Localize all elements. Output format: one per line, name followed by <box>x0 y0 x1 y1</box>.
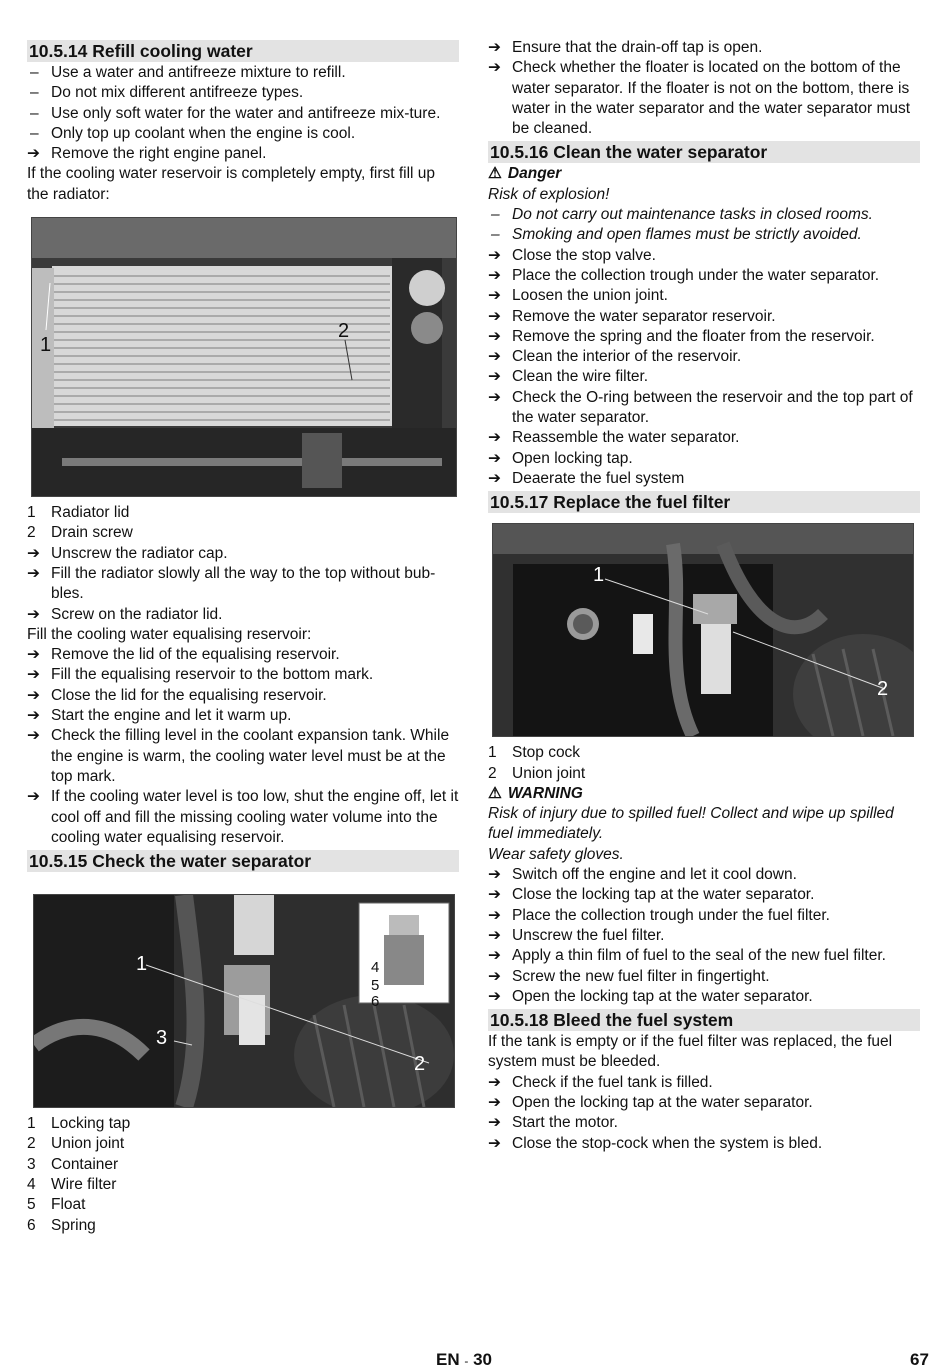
dash-item: – Use only soft water for the water and antifreeze mix-ture. <box>30 104 441 122</box>
arrow-icon: ➔ <box>27 707 40 725</box>
step-item: ➔ Open the locking tap at the water separator. <box>488 1093 920 1113</box>
figure-label: 2 <box>877 678 889 701</box>
figure-label: 2 <box>414 1053 426 1076</box>
warning-triangle-icon: ⚠ <box>488 784 502 802</box>
arrow-icon: ➔ <box>27 544 40 562</box>
arrow-icon: ➔ <box>488 59 501 77</box>
paragraph: If the tank is empty or if the fuel filter was replaced, the fuel system must be bleeded. <box>488 1033 893 1071</box>
heading-bleed-fuel-system: 10.5.18 Bleed the fuel system <box>488 1009 920 1031</box>
step-item: ➔ Check the filling level in the coolant expansion tank. While the engine is warm, the cooling water level must be at the top mark. <box>27 727 450 785</box>
paragraph: Fill the cooling water equalising reservoir: <box>27 625 312 643</box>
step-item: ➔ Remove the water separator reservoir. <box>488 307 920 327</box>
figure-label: 3 <box>156 1027 168 1050</box>
figure-label: 2 <box>338 320 350 343</box>
heading-refill-cooling-water: 10.5.14 Refill cooling water <box>27 40 459 62</box>
arrow-icon: ➔ <box>488 1093 501 1111</box>
paragraph: If the cooling water reservoir is completely empty, first fill up the radiator: <box>27 165 436 203</box>
arrow-icon: ➔ <box>488 1073 501 1091</box>
warning-text: Risk of injury due to spilled fuel! Collect and wipe up spilled fuel immediately. <box>488 805 894 843</box>
arrow-icon: ➔ <box>488 368 501 386</box>
heading-clean-water-separator: 10.5.16 Clean the water separator <box>488 141 920 163</box>
arrow-icon: ➔ <box>488 1134 501 1152</box>
step-item: ➔ Reassemble the water separator. <box>488 428 920 448</box>
dash-item: – Do not mix different antifreeze types. <box>30 84 304 102</box>
arrow-icon: ➔ <box>27 666 40 684</box>
legend-item: 5 Float <box>27 1196 86 1214</box>
arrow-icon: ➔ <box>488 449 501 467</box>
dash-item: – Do not carry out maintenance tasks in closed rooms. <box>491 206 873 224</box>
arrow-icon: ➔ <box>27 564 40 582</box>
arrow-icon: ➔ <box>27 646 40 664</box>
step-item: ➔ Remove the spring and the floater from the reservoir. <box>488 327 920 347</box>
left-column <box>27 38 459 1236</box>
arrow-icon: ➔ <box>27 605 40 623</box>
arrow-icon: ➔ <box>488 1114 501 1132</box>
legend-item: 6 Spring <box>27 1216 96 1234</box>
legend-item: 2 Union joint <box>27 1135 125 1153</box>
footer-separator: - <box>464 1354 469 1368</box>
arrow-icon: ➔ <box>488 886 501 904</box>
radiator-photo <box>31 217 457 497</box>
step-item: ➔ Loosen the union joint. <box>488 286 920 306</box>
step-item: ➔ Switch off the engine and let it cool down. <box>488 865 920 885</box>
arrow-icon: ➔ <box>27 788 40 806</box>
warning-triangle-icon: ⚠ <box>488 165 502 183</box>
danger-title: ⚠ Danger <box>488 165 562 183</box>
step-item: ➔ Place the collection trough under the water separator. <box>488 266 920 286</box>
arrow-icon: ➔ <box>488 39 501 56</box>
step-item: ➔ Open locking tap. <box>488 449 920 469</box>
arrow-icon: ➔ <box>488 926 501 944</box>
arrow-icon: ➔ <box>488 327 501 345</box>
step-item: ➔ Remove the lid of the equalising reservoir. <box>27 645 459 665</box>
step-item: ➔ Close the locking tap at the water separator. <box>488 885 920 905</box>
right-column <box>488 38 920 1154</box>
step-item: ➔ Fill the equalising reservoir to the bottom mark. <box>27 665 459 685</box>
step-item: ➔ Start the engine and let it warm up. <box>27 706 459 726</box>
step-item: ➔ Unscrew the fuel filter. <box>488 926 920 946</box>
figure-label: 1 <box>136 953 148 976</box>
arrow-icon: ➔ <box>488 307 501 325</box>
legend-item: 1 Radiator lid <box>27 504 130 522</box>
step-item: ➔ Close the stop-cock when the system is bled. <box>488 1134 920 1154</box>
dash-item: – Only top up coolant when the engine is cool. <box>30 124 356 142</box>
legend-item: 2 Union joint <box>488 764 586 782</box>
step-item: ➔ Place the collection trough under the fuel filter. <box>488 906 920 926</box>
step-item: ➔ Check the O-ring between the reservoir and the top part of the water separator. <box>488 388 913 427</box>
danger-subtitle: Risk of explosion! <box>488 185 610 203</box>
step-item: ➔ Open the locking tap at the water separator. <box>488 987 920 1007</box>
step-item: ➔ If the cooling water level is too low, shut the engine off, let it cool off and fill the missing cooling water volume into the cooling water equalising reservoir. <box>27 788 459 846</box>
step-item: ➔ Clean the wire filter. <box>488 367 920 387</box>
step-item: ➔ Deaerate the fuel system <box>488 469 920 489</box>
footer-lang-page <box>436 1350 492 1370</box>
figure-label: 1 <box>40 334 52 357</box>
arrow-icon: ➔ <box>488 947 501 965</box>
step-item: ➔ Check whether the floater is located on the bottom of the water separator. If the floater is not on the bottom, there is water in the water separator and the water separator must be cleaned. <box>488 59 911 138</box>
legend-item: 4 Wire filter <box>27 1176 117 1194</box>
arrow-icon: ➔ <box>27 145 40 163</box>
arrow-icon: ➔ <box>488 388 501 406</box>
arrow-icon: ➔ <box>488 906 501 924</box>
step-item: ➔ Apply a thin film of fuel to the seal of the new fuel filter. <box>488 946 920 966</box>
heading-check-water-separator: 10.5.15 Check the water separator <box>27 850 459 872</box>
figure-label: 5 <box>371 977 380 995</box>
legend-item: 2 Drain screw <box>27 524 133 542</box>
step-item: ➔ Remove the right engine panel. <box>27 144 459 164</box>
arrow-icon: ➔ <box>488 287 501 305</box>
arrow-icon: ➔ <box>488 866 501 884</box>
step-item: ➔ Close the stop valve. <box>488 246 920 266</box>
arrow-icon: ➔ <box>488 967 501 985</box>
step-item: ➔ Check if the fuel tank is filled. <box>488 1073 920 1093</box>
legend-item: 1 Stop cock <box>488 744 581 762</box>
footer-section-page: 30 <box>473 1350 493 1369</box>
arrow-icon: ➔ <box>488 246 501 264</box>
water-separator-photo <box>33 894 455 1108</box>
arrow-icon: ➔ <box>488 348 501 366</box>
step-item: ➔ Screw the new fuel filter in fingertight. <box>488 967 920 987</box>
figure-label: 6 <box>371 993 380 1011</box>
step-item: ➔ Unscrew the radiator cap. <box>27 544 459 564</box>
dash-item: – Smoking and open flames must be strictly avoided. <box>491 226 862 244</box>
fuel-filter-photo <box>492 523 914 737</box>
arrow-icon: ➔ <box>27 727 40 745</box>
step-item: ➔ Clean the interior of the reservoir. <box>488 347 920 367</box>
step-item: ➔ Close the lid for the equalising reservoir. <box>27 686 459 706</box>
heading-replace-fuel-filter: 10.5.17 Replace the fuel filter <box>488 491 920 513</box>
footer-language: EN <box>436 1350 460 1369</box>
warning-gloves: Wear safety gloves. <box>488 845 624 863</box>
arrow-icon: ➔ <box>488 429 501 447</box>
arrow-icon: ➔ <box>488 469 501 487</box>
arrow-icon: ➔ <box>488 266 501 284</box>
step-item: ➔ Screw on the radiator lid. <box>27 605 459 625</box>
legend-item: 1 Locking tap <box>27 1115 131 1133</box>
legend-item: 3 Container <box>27 1155 119 1173</box>
page-number: 67 <box>910 1350 929 1369</box>
figure-label: 1 <box>593 564 605 587</box>
step-item: ➔ Ensure that the drain-off tap is open. <box>488 38 920 58</box>
arrow-icon: ➔ <box>488 987 501 1005</box>
figure-label: 4 <box>371 959 380 977</box>
step-item: ➔ Fill the radiator slowly all the way to the top without bub-bles. <box>27 564 436 603</box>
step-item: ➔ Start the motor. <box>488 1113 920 1133</box>
dash-item: – Use a water and antifreeze mixture to refill. <box>30 64 346 81</box>
warning-title: ⚠ WARNING <box>488 784 583 802</box>
arrow-icon: ➔ <box>27 686 40 704</box>
